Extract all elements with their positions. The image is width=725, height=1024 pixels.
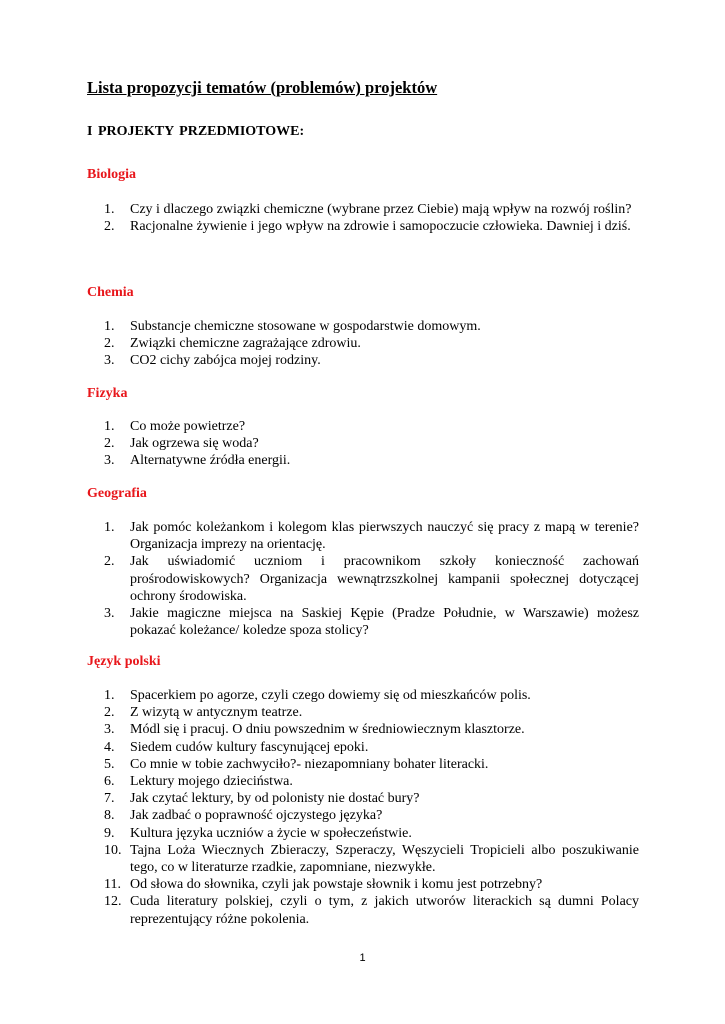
list-item: 2. Jak ogrzewa się woda? [104,436,259,452]
subject-heading-chemia: Chemia [87,285,134,300]
list-item: 3. CO2 cichy zabójca mojej rodziny. [104,353,321,369]
page-number: 1 [359,952,366,964]
subject-heading-biologia: Biologia [87,167,137,182]
list-item: 3. Módl się i pracuj. O dniu powszednim w średniowiecznym klasztorze. [104,722,525,738]
list-item: 7. Jak czytać lektury, by od polonisty nie dostać bury? [104,791,420,807]
chemia-topic-list [104,318,639,370]
subject-heading-fizyka: Fizyka [87,386,128,401]
list-item: 12. Cuda literatury polskiej, czyli o tym, z jakich utworów literackich są dumni Polacy reprezentujący różne pokolenia. [104,894,639,927]
subject-heading-geografia: Geografia [87,486,147,501]
list-item: 2. Z wizytą w antycznym teatrze. [104,705,303,721]
list-item: 1. Czy i dlaczego związki chemiczne (wybrane przez Ciebie) mają wpływ na rozwój roślin? [104,202,632,217]
list-item: 8. Jak zadbać o poprawność ojczystego języka? [104,808,383,824]
list-item: 4. Siedem cudów kultury fascynującej epoki. [104,739,369,755]
list-item: 3. Alternatywne źródła energii. [104,453,291,469]
subject-heading-jezyk-polski: Język polski [87,654,161,669]
list-item: 1. Co może powietrze? [104,419,246,434]
section-heading: I PROJEKTY PRZEDMIOTOWE: [87,124,305,139]
list-item: 6. Lektury mojego dzieciństwa. [104,774,293,790]
list-item: 2. Jak uświadomić uczniom i pracownikom szkoły konieczność zachowań prośrodowiskowych? Organizacja wewnątrzszkolnej kampanii społecznej dotyczącej ochrony środowiska. [104,554,639,604]
fizyka-topic-list [104,418,639,470]
list-item: 11. Od słowa do słownika, czyli jak powstaje słownik i komu jest potrzebny? [104,877,543,893]
list-item: 1. Jak pomóc koleżankom i kolegom klas pierwszych nauczyć się pracy z mapą w terenie? Organizacja imprezy na orientację. [104,520,639,553]
list-item: 9. Kultura języka uczniów a życie w społeczeństwie. [104,825,412,841]
list-item: 2. Racjonalne żywienie i jego wpływ na zdrowie i samopoczucie człowieka. Dawniej i dziś. [104,219,631,235]
jezyk-polski-topic-list [104,687,639,928]
list-item: 1. Spacerkiem po agorze, czyli czego dowiemy się od mieszkańców polis. [104,688,531,703]
page-title: Lista propozycji tematów (problemów) projektów [87,78,438,97]
list-item: 1. Substancje chemiczne stosowane w gospodarstwie domowym. [104,319,481,334]
geografia-topic-list [104,519,639,639]
list-item: 10. Tajna Loża Wiecznych Zbieraczy, Szperaczy, Węszycieli Tropicieli albo poszukiwanie tego, co w literaturze rzadkie, zapomniane, niezwykłe. [104,842,639,876]
list-item: 2. Związki chemiczne zagrażające zdrowiu. [104,336,361,352]
list-item: 3. Jakie magiczne miejsca na Saskiej Kępie (Pradze Południe, w Warszawie) możesz pokazać koleżance/ koledze spoza stolicy? [104,606,639,639]
biologia-topic-list [104,201,639,235]
list-item: 5. Co mnie w tobie zachwyciło?- niezapomniany bohater literacki. [104,756,489,772]
